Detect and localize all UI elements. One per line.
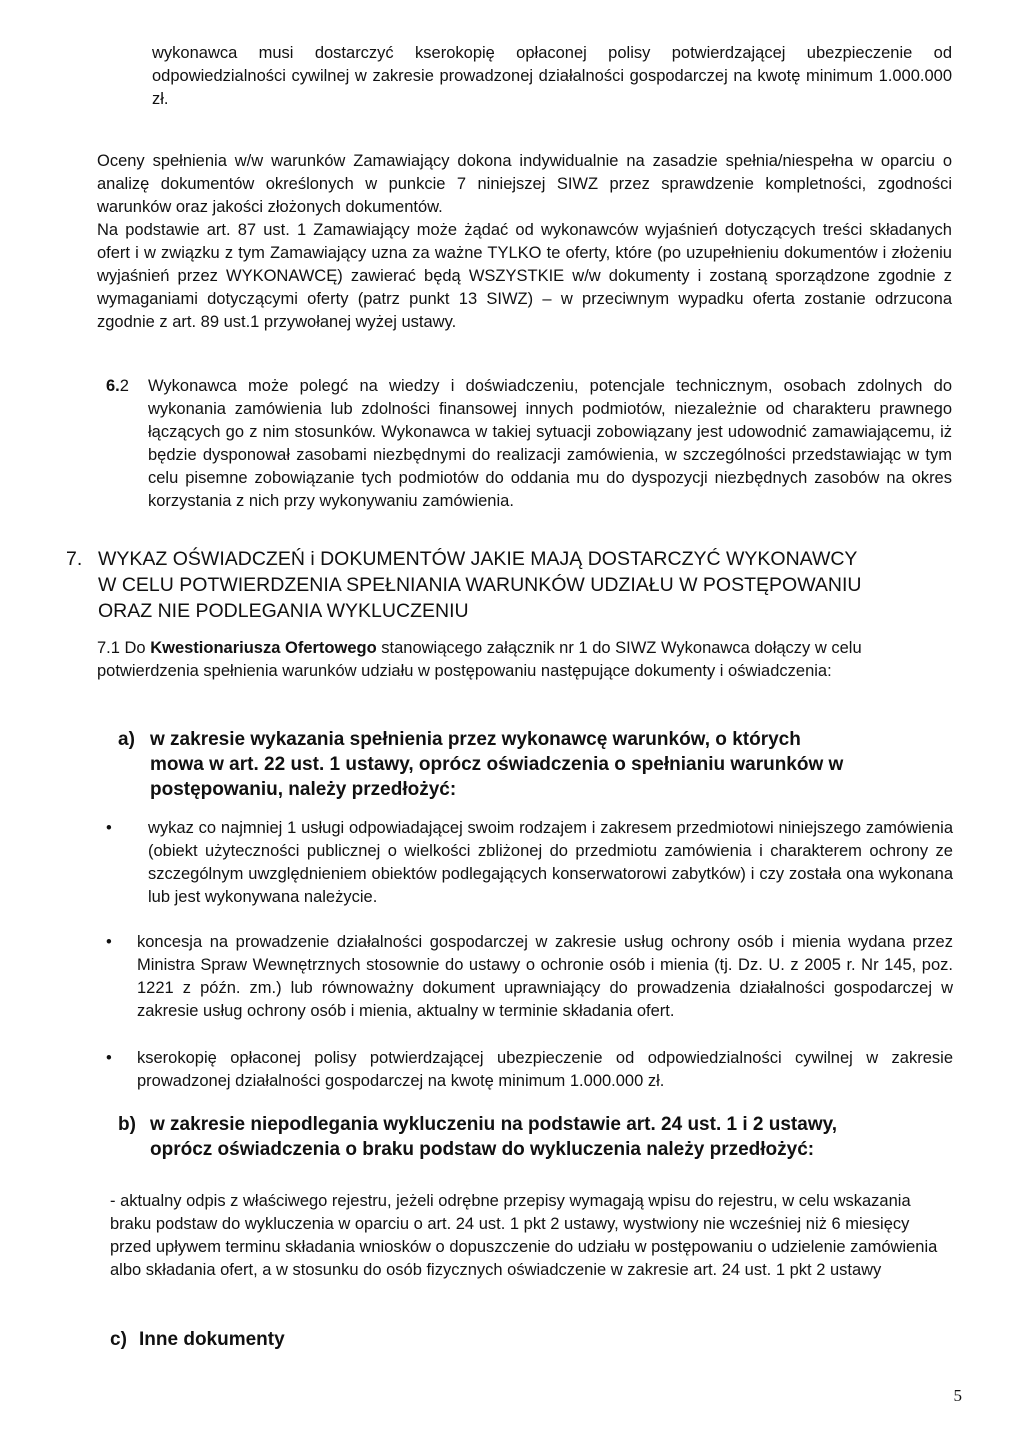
subsection-a-heading: w zakresie wykazania spełnienia przez wykonawcę warunków, o których mowa w art. 22 ust. 1 ustawy, oprócz oświadczenia o spełnianiu warunków w postępowaniu, należy przedłożyć: [150,729,844,800]
subsection-c-label: c) [110,1329,127,1350]
bullet-marker: • [106,1049,112,1067]
assessment-paragraph-2: Na podstawie art. 87 ust. 1 Zamawiający może żądać od wykonawców wyjaśnień dotyczących treści składanych ofert i w związku z tym Zamawiający uzna za ważne TYLKO te oferty, które (po uzupełnieniu dokumentów i złożeniu wyjaśnień przez WYKONAWCĘ) zawierać będą WSZYSTKIE w/w dokumenty i zostaną sporządzone zgodnie z wymaganiami dotyczącymi oferty (patrz punkt 13 SIWZ) – w przeciwnym wypadku oferta zostanie odrzucona zgodnie z art. 89 ust.1 przywołanej wyżej ustawy. [97,221,952,331]
intro-paragraph: wykonawca musi dostarczyć kserokopię opłaconej polisy potwierdzającej ubezpieczenie od odpowiedzialności cywilnej w zakresie prowadzonej działalności gospodarczej na kwotę minimum 1.000.000 zł. [152,44,952,108]
subsection-b-label: b) [118,1114,136,1135]
assessment-section [97,150,952,334]
section-6-2-number: 6.2 [106,377,129,395]
bullet-marker: • [106,819,112,837]
assessment-paragraph-1: Oceny spełnienia w/w warunków Zamawiający dokona indywidualnie na zasadzie spełnia/niespełna w oparciu o analizę dokumentów określonych w punkcie 7 niniejszej SIWZ przez sprawdzenie kompletności, zgodności warunków oraz jakości złożonych dokumentów. [97,152,952,216]
subsection-a-label: a) [118,729,135,750]
bullet-marker: • [106,933,112,951]
list-item: wykaz co najmniej 1 usługi odpowiadającej swoim rodzajem i zakresem przedmiotowi niniejszego zamówienia (obiekt użyteczności publicznej o wielkości zbliżonej do przedmiotu zamówienia i charakterem ochrony ze szczególnym uwzględnieniem obiektów podlegających konserwatorowi zabytków) i czy została ona wykonana lub jest wykonywana należycie. [148,819,953,906]
subsection-c-heading: Inne dokumenty [139,1329,285,1350]
dash-list-item: - aktualny odpis z właściwego rejestru, jeżeli odrębne przepisy wymagają wpisu do rejestru, w celu wskazania braku podstaw do wykluczenia w oparciu o art. 24 ust. 1 pkt 2 ustawy, wystwiony nie wcześniej niż 6 miesięcy przed upływem terminu składania wniosków o dopuszczenie do udziału w postępowaniu o udzielenie zamówienia albo składania ofert, a w stosunku do osób fizycznych oświadczenie w zakresie art. 24 ust. 1 pkt 2 ustawy [110,1192,938,1279]
section-6-2-text: Wykonawca może polegć na wiedzy i doświadczeniu, potencjale technicznym, osobach zdolnych do wykonania zamówienia lub zdolności finansowej innych podmiotów, niezależnie od charakteru prawnego łączących go z nim stosunków. Wykonawca w takiej sytuacji zobowiązany jest udowodnić zamawiającemu, iż będzie dysponował zasobami niezbędnymi do realizacji zamówienia, w szczególności przedstawiając w tym celu pisemne zobowiązanie tych podmiotów do oddania mu do dyspozycji niezbędnych zasobów na okres korzystania z nich przy wykonywaniu zamówienia. [148,377,952,510]
subsection-b-heading: w zakresie niepodlegania wykluczeniu na podstawie art. 24 ust. 1 i 2 ustawy, oprócz oświadczenia o braku podstaw do wykluczenia należy przedłożyć: [150,1114,838,1160]
section-7-1-paragraph: 7.1 Do Kwestionariusza Ofertowego stanowiącego załącznik nr 1 do SIWZ Wykonawca dołączy w celu potwierdzenia spełnienia warunków udziału w postępowaniu następujące dokumenty i oświadczenia: [97,639,862,680]
section-7-heading: WYKAZ OŚWIADCZEŃ i DOKUMENTÓW JAKIE MAJĄ DOSTARCZYĆ WYKONAWCY W CELU POTWIERDZENIA SPEŁNIANIA WARUNKÓW UDZIAŁU W POSTĘPOWANIU ORAZ NIE PODLEGANIA WYKLUCZENIU [98,548,862,622]
section-7-number: 7. [66,548,83,570]
list-item: koncesja na prowadzenie działalności gospodarczej w zakresie usług ochrony osób i mienia wydana przez Ministra Spraw Wewnętrznych stosownie do ustawy o ochronie osób i mienia (tj. Dz. U. z 2005 r. Nr 145, poz. 1221 z późn. zm.) lub równoważny dokument uprawniający do prowadzenia działalności gospodarczej w zakresie usług ochrony osób i mienia, aktualny w terminie składania ofert. [137,933,953,1020]
page-number: 5 [953,1386,962,1405]
list-item: kserokopię opłaconej polisy potwierdzającej ubezpieczenie od odpowiedzialności cywilnej w zakresie prowadzonej działalności gospodarczej na kwotę minimum 1.000.000 zł. [137,1049,953,1090]
